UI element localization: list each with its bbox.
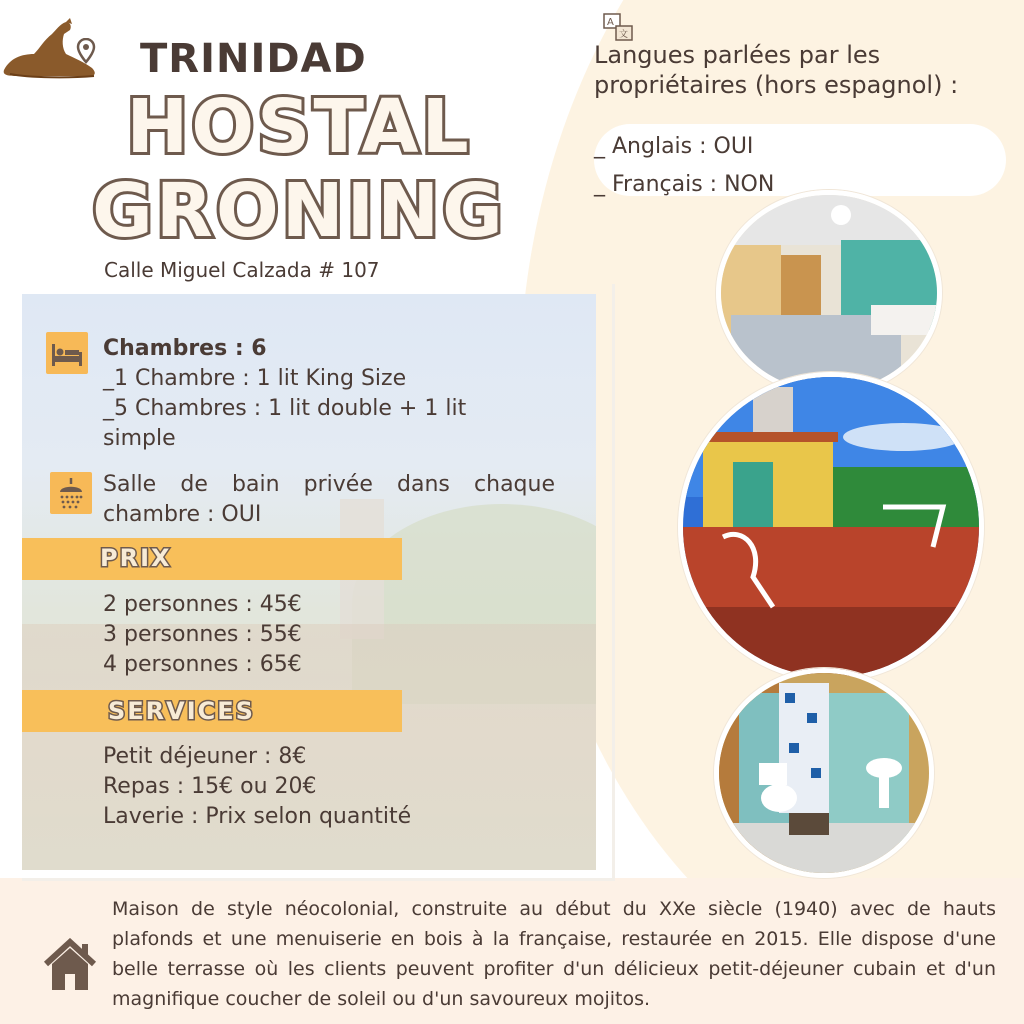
house-icon <box>42 938 98 992</box>
price-2-persons: 2 personnes : 45€ <box>103 592 302 617</box>
price-3-persons: 3 personnes : 55€ <box>103 622 302 647</box>
rooms-line2: _5 Chambres : 1 lit double + 1 lit simple <box>103 396 467 451</box>
svg-text:文: 文 <box>619 30 629 40</box>
city-name: TRINIDAD <box>140 36 367 82</box>
service-meals: Repas : 15€ ou 20€ <box>103 774 317 799</box>
bathroom-photo <box>714 668 934 878</box>
prix-label: PRIX <box>100 544 172 572</box>
service-breakfast: Petit déjeuner : 8€ <box>103 744 307 769</box>
languages-title: Langues parlées par les propriétaires (hors espagnol) : <box>594 41 959 99</box>
address: Calle Miguel Calzada # 107 <box>104 258 380 282</box>
prix-band <box>22 538 402 580</box>
rooms-line1: _1 Chambre : 1 lit King Size <box>103 366 407 391</box>
shower-icon <box>50 472 92 514</box>
bed-icon <box>46 332 88 374</box>
hostal-title-line1: HOSTAL <box>126 84 472 170</box>
svg-text:A: A <box>607 17 614 28</box>
price-4-persons: 4 personnes : 65€ <box>103 652 302 677</box>
house-description: Maison de style néocolonial, construite au début du XXe siècle (1940) avec de hauts plafonds et une menuiserie en bois à la française, restaurée en 2015. Elle dispose d'une belle terrasse où les clients peuvent profiter d'un délicieux petit-déjeuner cubain et d'un magnifique coucher de soleil ou d'un savoureux mojitos. <box>112 898 996 1010</box>
language-english: _ Anglais : OUI <box>594 134 754 159</box>
location-pin-icon <box>76 38 96 64</box>
service-laundry: Laverie : Prix selon quantité <box>103 804 412 829</box>
language-french: _ Français : NON <box>594 172 775 197</box>
services-label: SERVICES <box>108 697 255 725</box>
terrace-photo <box>678 372 984 682</box>
bathroom-info: Salle de bain privée dans chaque chambre : OUI <box>103 472 555 527</box>
bedroom-photo <box>716 190 942 396</box>
hostal-title-line2: GRONING <box>92 168 506 254</box>
rooms-heading: Chambres : 6 <box>103 336 267 361</box>
